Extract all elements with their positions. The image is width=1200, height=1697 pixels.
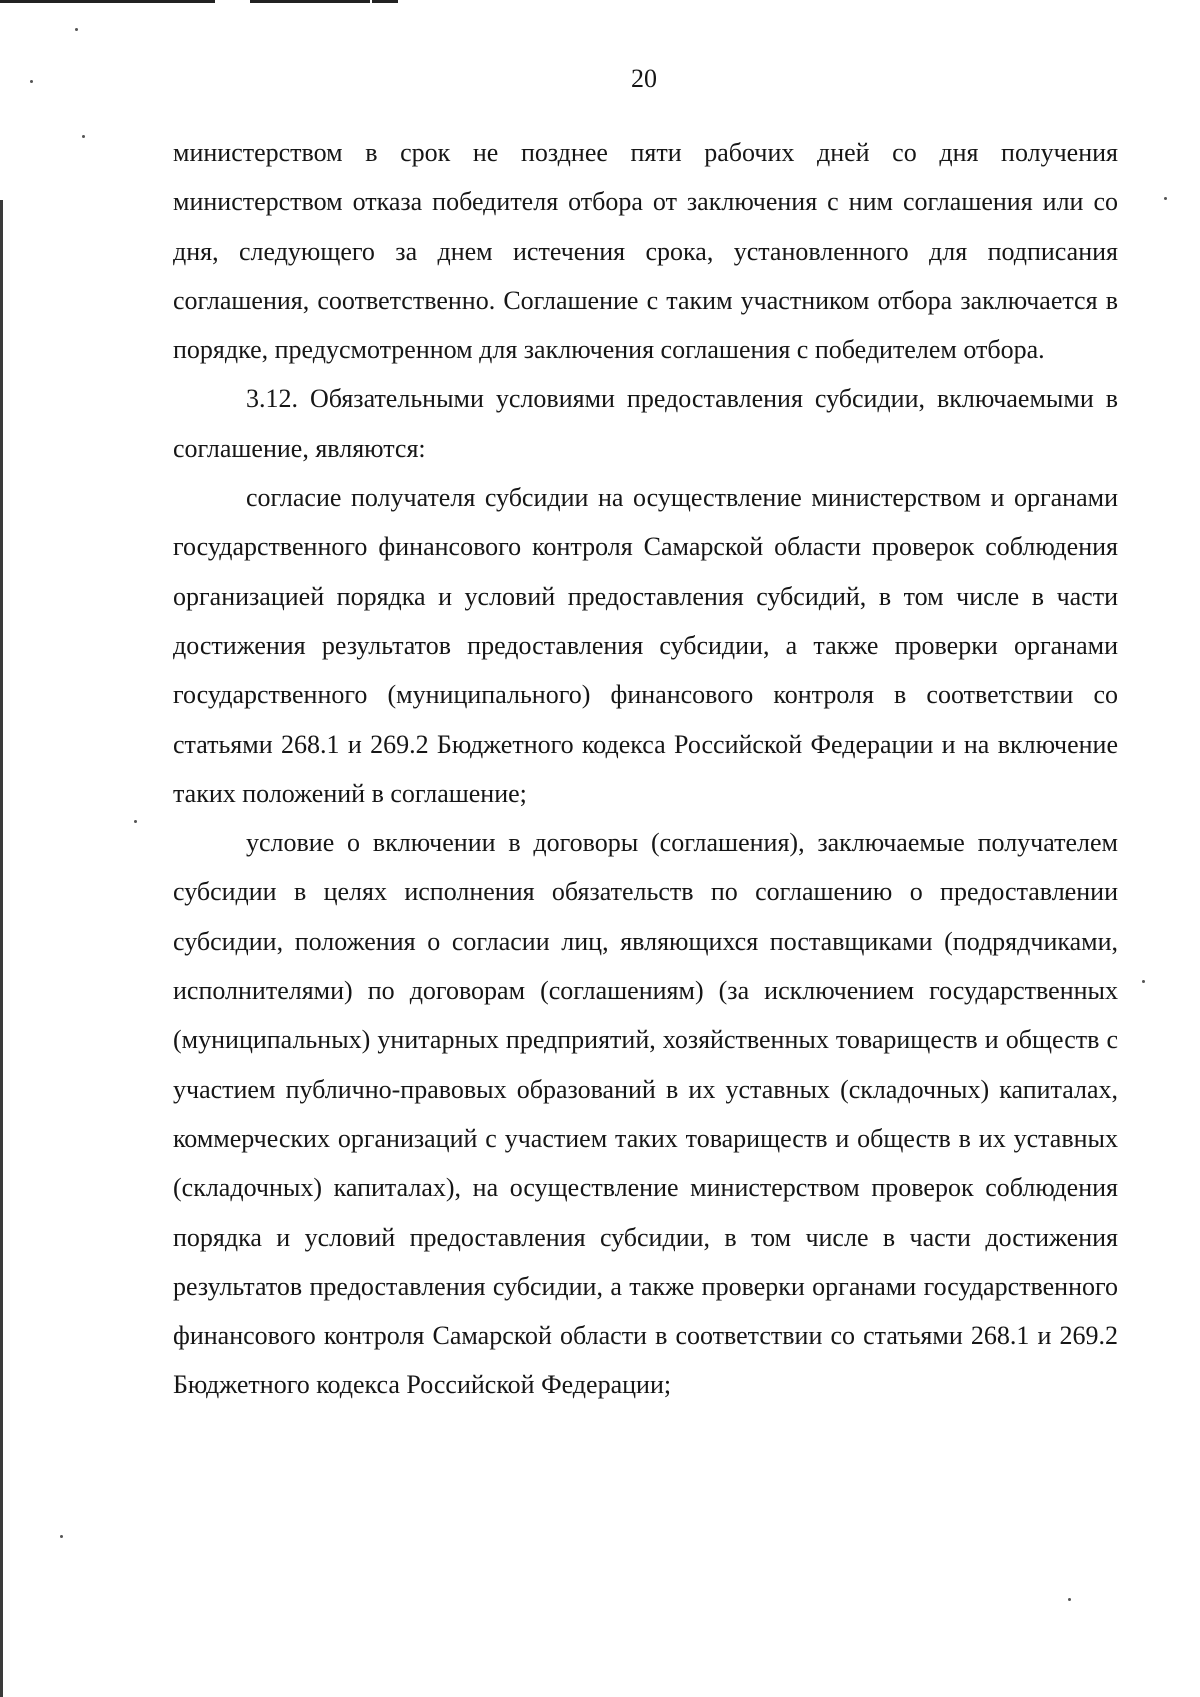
scan-speck xyxy=(134,820,137,823)
scan-speck xyxy=(60,1535,63,1538)
scan-edge-line xyxy=(250,0,370,3)
scan-speck xyxy=(1068,1598,1071,1601)
scan-speck xyxy=(82,135,85,138)
scan-edge-line xyxy=(372,0,398,3)
paragraph-clause-3-12: 3.12. Обязательными условиями предоставления субсидии, включаемыми в соглашение, являются: xyxy=(173,384,1118,463)
scan-left-edge xyxy=(0,200,3,1697)
paragraph-contract-condition: условие о включении в договоры (соглашения), заключаемые получателем субсидии в целях исполнения обязательств по соглашению о предоставлении субсидии, положения о согласии лиц, являющихся поставщиками (подрядчиками, исполнителями) по договорам (соглашениям) (за исключением государственных (муниципальных) унитарных предприятий, хозяйственных товариществ и обществ с участием публично-правовых образований в их уставных (складочных) капиталах, коммерческих организаций с участием таких товариществ и обществ в их уставных (складочных) капиталах), на осуществление министерством проверок соблюдения порядка и условий предоставления субсидии, в том числе в части достижения результатов предоставления субсидии, а также проверки органами государственного финансового контроля Самарской области в соответствии со статьями 268.1 и 269.2 Бюджетного кодекса Российской Федерации; xyxy=(173,828,1118,1400)
document-body xyxy=(173,128,1118,1410)
scan-speck xyxy=(75,28,78,31)
page-number: 20 xyxy=(631,64,657,93)
scan-edge-line xyxy=(0,0,215,3)
scan-speck xyxy=(1142,980,1145,983)
paragraph-consent-condition: согласие получателя субсидии на осуществление министерством и органами государственного финансового контроля Самарской области проверок соблюдения организацией порядка и условий предоставления субсидий, в том числе в части достижения результатов предоставления субсидии, а также проверки органами государственного (муниципального) финансового контроля в соответствии со статьями 268.1 и 269.2 Бюджетного кодекса Российской Федерации и на включение таких положений в соглашение; xyxy=(173,483,1118,808)
scan-speck xyxy=(30,80,33,83)
scan-speck xyxy=(1164,197,1167,200)
paragraph-continuation: министерством в срок не позднее пяти рабочих дней со дня получения министерством отказа победителя отбора от заключения с ним соглашения или со дня, следующего за днем истечения срока, установленного для подписания соглашения, соответственно. Соглашение с таким участником отбора заключается в порядке, предусмотренном для заключения соглашения с победителем отбора. xyxy=(173,138,1118,365)
